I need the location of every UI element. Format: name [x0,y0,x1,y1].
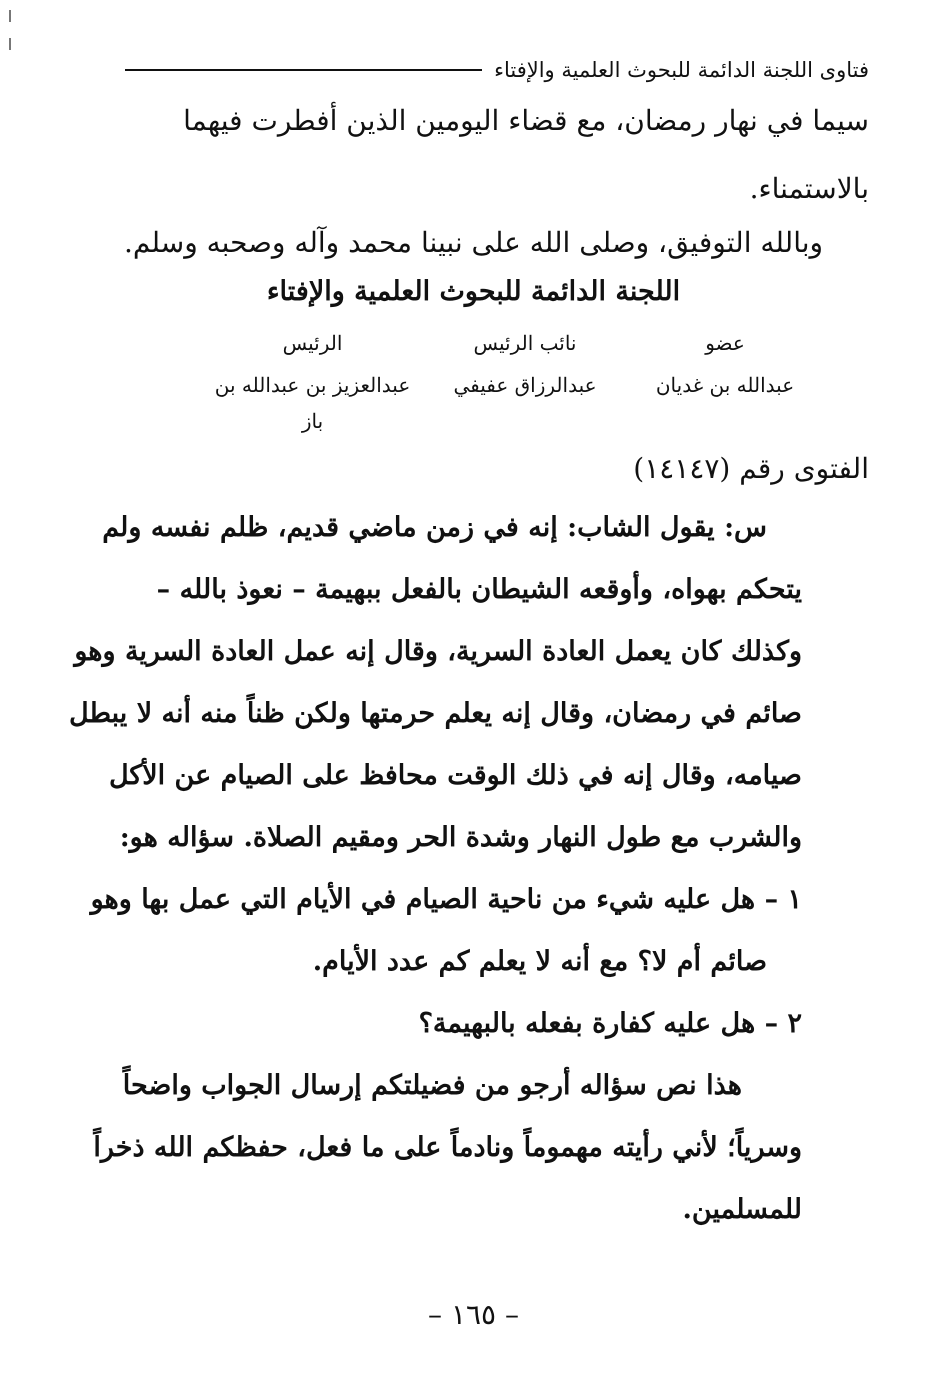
fatwa-number: الفتوى رقم (١٤١٤٧) [633,452,869,485]
margin-mark [9,38,11,50]
header-rule [125,69,482,71]
signatories [205,325,825,433]
signatory-name: عبدالله بن غديان [655,373,795,397]
committee-name: اللجنة الدائمة للبحوث العلمية والإفتاء [266,276,681,307]
question-item-1: ١ – هل عليه شيء من ناحية الصيام في الأيام التي عمل بها وهو [90,884,802,915]
closing-line: هذا نص سؤاله أرجو من فضيلتكم إرسال الجواب واضحاً [122,1070,742,1101]
question-line: صائم في رمضان، وقال إنه يعلم حرمتها ولكن ظناً منه أنه لا يبطل [69,698,802,729]
question-line: وكذلك كان يعمل العادة السرية، وقال إنه عمل العادة السرية وهو [74,636,802,667]
signatory-member [625,325,825,403]
signatory-title: الرئيس [282,331,343,355]
margin-mark [9,10,11,22]
running-head: فتاوى اللجنة الدائمة للبحوث العلمية والإفتاء [494,58,869,82]
question-line: والشرب مع طول النهار وشدة الحر ومقيم الصلاة. سؤاله هو: [119,822,802,853]
closing-line: للمسلمين. [682,1194,802,1225]
signatory-chairman [205,325,420,433]
signatory-title: عضو [705,331,745,355]
question-line: س: يقول الشاب: إنه في زمن ماضي قديم، ظلم نفسه ولم [102,512,767,543]
signatory-name: عبدالعزيز بن عبدالله بن باز [214,373,411,433]
question-item-1-continuation: صائم أم لا؟ مع أنه لا يعلم كم عدد الأيام. [312,946,767,977]
closing-line: وسرياً؛ لأني رأيته مهموماً ونادماً على ما فعل، حفظكم الله ذخراً [93,1132,802,1163]
closing-formula: وبالله التوفيق، وصلى الله على نبينا محمد وآله وصحبه وسلم. [123,226,824,259]
signatory-vice-chairman [425,325,625,403]
question-line: يتحكم بهواه، وأوقعه الشيطان بالفعل ببهيمة – نعوذ بالله – [156,574,802,605]
body-line: بالاستمناء. [749,172,869,205]
signatory-name: عبدالرزاق عفيفي [453,373,597,397]
question-line: صيامه، وقال إنه في ذلك الوقت محافظ على الصيام عن الأكل [108,760,802,791]
page-header [125,52,869,88]
body-line: سيما في نهار رمضان، مع قضاء اليومين الذين أفطرت فيهما [183,104,869,137]
signatory-title: نائب الرئيس [473,331,577,355]
page-number: – ١٦٥ – [428,1298,519,1331]
question-item-2: ٢ – هل عليه كفارة بفعله بالبهيمة؟ [418,1008,802,1039]
